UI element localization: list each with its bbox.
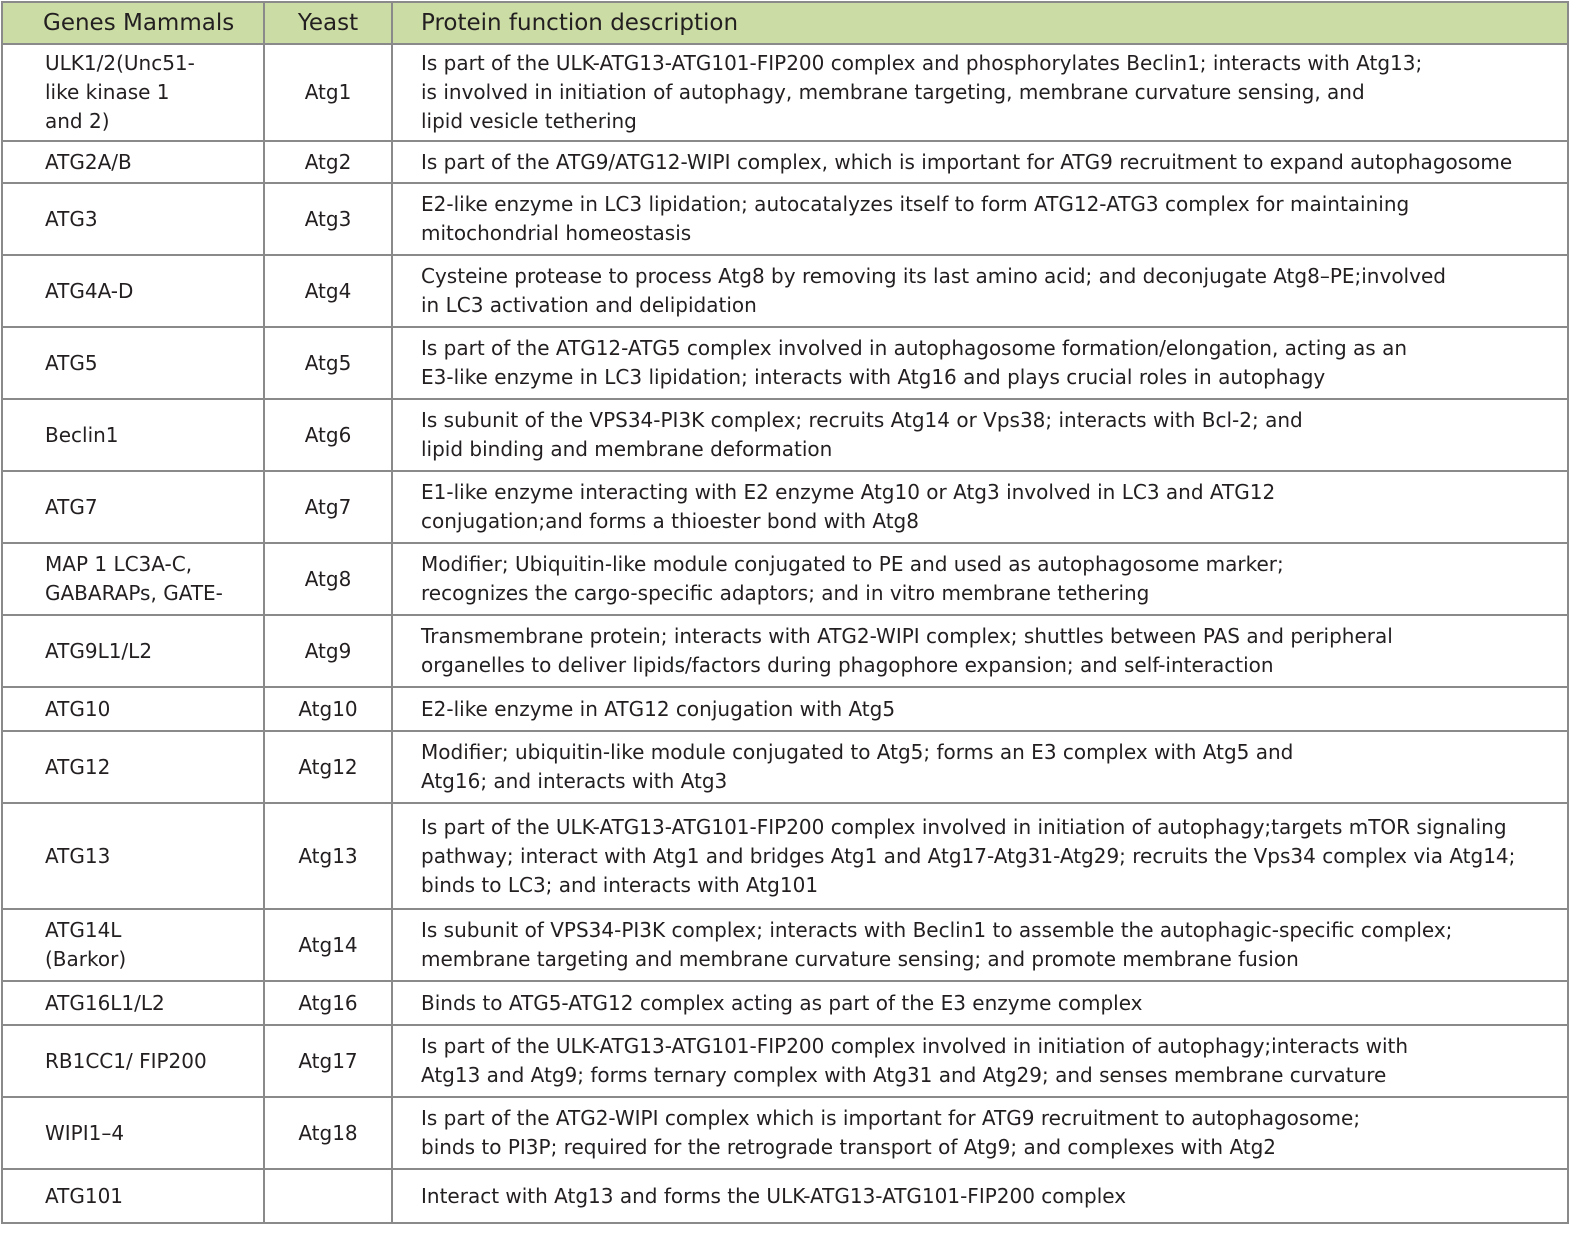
cell-yeast-gene: Atg17 (264, 1025, 392, 1097)
description-line: Cysteine protease to process Atg8 by removing its last amino acid; and deconjugate Atg8–PE;involved (421, 264, 1446, 288)
description-line: mitochondrial homeostasis (421, 221, 692, 245)
description-line: in LC3 activation and delipidation (421, 293, 757, 317)
mammal-gene-line: ATG12 (45, 754, 111, 779)
cell-function-description (392, 615, 1568, 687)
header-protein-function: Protein function description (392, 2, 1568, 44)
cell-mammal-gene (2, 44, 264, 141)
cell-yeast-gene: Atg5 (264, 327, 392, 399)
description-line: E2-like enzyme in ATG12 conjugation with Atg5 (421, 696, 896, 721)
table-row (2, 255, 1568, 327)
description-line: conjugation;and forms a thioester bond with Atg8 (421, 509, 919, 533)
mammal-gene-line: ATG4A-D (45, 278, 134, 303)
cell-yeast-gene: Atg6 (264, 399, 392, 471)
cell-yeast-gene: Atg3 (264, 183, 392, 255)
cell-yeast-gene: Atg18 (264, 1097, 392, 1169)
description-line: is involved in initiation of autophagy, membrane targeting, membrane curvature sensing, and (421, 80, 1365, 104)
description-line: lipid binding and membrane deformation (421, 437, 833, 461)
cell-function-description (392, 327, 1568, 399)
table-row (2, 44, 1568, 141)
table-row (2, 327, 1568, 399)
description-line: Is subunit of VPS34-PI3K complex; interacts with Beclin1 to assemble the autophagic-specific complex; (421, 918, 1453, 942)
cell-yeast-gene: Atg4 (264, 255, 392, 327)
description-line: Is part of the ULK-ATG13-ATG101-FIP200 complex involved in initiation of autophagy;targets mTOR signaling (421, 814, 1507, 839)
cell-mammal-gene (2, 803, 264, 909)
cell-yeast-gene: Atg7 (264, 471, 392, 543)
cell-mammal-gene (2, 981, 264, 1025)
description-line: organelles to deliver lipids/factors during phagophore expansion; and self-interaction (421, 653, 1274, 677)
cell-mammal-gene (2, 687, 264, 731)
cell-yeast-gene: Atg16 (264, 981, 392, 1025)
cell-function-description (392, 255, 1568, 327)
cell-yeast-gene: Atg10 (264, 687, 392, 731)
mammal-gene-line: ULK1/2(Unc51- (45, 51, 195, 75)
description-line: Binds to ATG5-ATG12 complex acting as part of the E3 enzyme complex (421, 990, 1143, 1015)
cell-yeast-gene: Atg14 (264, 909, 392, 981)
cell-yeast-gene: Atg12 (264, 731, 392, 803)
mammal-gene-line: RB1CC1/ FIP200 (45, 1048, 207, 1073)
description-line: recognizes the cargo-specific adaptors; and in vitro membrane tethering (421, 581, 1150, 605)
cell-function-description (392, 399, 1568, 471)
description-line: pathway; interact with Atg1 and bridges Atg1 and Atg17-Atg31-Atg29; recruits the Vps34 complex via Atg14; (421, 843, 1516, 868)
cell-mammal-gene (2, 909, 264, 981)
table-row (2, 141, 1568, 183)
description-line: Is part of the ATG9/ATG12-WIPI complex, which is important for ATG9 recruitment to expand autophagosome (421, 149, 1513, 174)
mammal-gene-line: and 2) (45, 109, 110, 133)
description-line: Interact with Atg13 and forms the ULK-ATG13-ATG101-FIP200 complex (421, 1183, 1127, 1208)
mammal-gene-line: MAP 1 LC3A-C, (45, 552, 193, 576)
cell-mammal-gene (2, 543, 264, 615)
cell-function-description (392, 981, 1568, 1025)
description-line: binds to PI3P; required for the retrograde transport of Atg9; and complexes with Atg2 (421, 1135, 1277, 1159)
description-line: Transmembrane protein; interacts with ATG2-WIPI complex; shuttles between PAS and peripheral (421, 624, 1393, 648)
cell-mammal-gene (2, 471, 264, 543)
cell-yeast-gene: Atg13 (264, 803, 392, 909)
description-line: Is part of the ULK-ATG13-ATG101-FIP200 complex involved in initiation of autophagy;interacts with (421, 1034, 1409, 1058)
table-row (2, 543, 1568, 615)
table-body (2, 44, 1568, 1223)
table-row (2, 909, 1568, 981)
table-row (2, 981, 1568, 1025)
cell-function-description (392, 687, 1568, 731)
cell-yeast-gene: Atg8 (264, 543, 392, 615)
mammal-gene-line: WIPI1–4 (45, 1120, 125, 1145)
cell-mammal-gene (2, 1025, 264, 1097)
cell-function-description (392, 471, 1568, 543)
mammal-gene-line: Beclin1 (45, 422, 119, 447)
header-row (2, 2, 1568, 44)
mammal-gene-line: ATG14L (45, 918, 122, 942)
mammal-gene-line: ATG13 (45, 843, 111, 868)
description-line: E1-like enzyme interacting with E2 enzyme Atg10 or Atg3 involved in LC3 and ATG12 (421, 480, 1276, 504)
cell-mammal-gene (2, 183, 264, 255)
table-row (2, 471, 1568, 543)
mammal-gene-line: ATG101 (45, 1183, 124, 1208)
mammal-gene-line: ATG7 (45, 494, 98, 519)
mammal-gene-line: (Barkor) (45, 947, 127, 971)
description-line: Modifier; Ubiquitin-like module conjugated to PE and used as autophagosome marker; (421, 552, 1284, 576)
mammal-gene-line: ATG10 (45, 696, 111, 721)
cell-yeast-gene: Atg2 (264, 141, 392, 183)
mammal-gene-line: GABARAPs, GATE- (45, 581, 223, 605)
cell-mammal-gene (2, 327, 264, 399)
description-line: E3-like enzyme in LC3 lipidation; interacts with Atg16 and plays crucial roles in autophagy (421, 365, 1326, 389)
cell-yeast-gene (264, 1169, 392, 1223)
cell-function-description (392, 141, 1568, 183)
mammal-gene-line: like kinase 1 (45, 80, 170, 104)
description-line: Modifier; ubiquitin-like module conjugated to Atg5; forms an E3 complex with Atg5 and (421, 740, 1294, 764)
description-line: lipid vesicle tethering (421, 109, 637, 133)
cell-yeast-gene: Atg1 (264, 44, 392, 141)
description-line: binds to LC3; and interacts with Atg101 (421, 872, 819, 897)
cell-mammal-gene (2, 1097, 264, 1169)
description-line: E2-like enzyme in LC3 lipidation; autocatalyzes itself to form ATG12-ATG3 complex for maintaining (421, 192, 1410, 216)
cell-yeast-gene: Atg9 (264, 615, 392, 687)
cell-mammal-gene (2, 255, 264, 327)
table-row (2, 1169, 1568, 1223)
table-row (2, 803, 1568, 909)
cell-function-description (392, 731, 1568, 803)
description-line: Is part of the ATG12-ATG5 complex involved in autophagosome formation/elongation, acting as an (421, 336, 1408, 360)
mammal-gene-line: ATG16L1/L2 (45, 990, 165, 1015)
cell-function-description (392, 1169, 1568, 1223)
table-row (2, 1097, 1568, 1169)
description-line: Atg13 and Atg9; forms ternary complex with Atg31 and Atg29; and senses membrane curvature (421, 1063, 1387, 1087)
cell-mammal-gene (2, 399, 264, 471)
table-row (2, 687, 1568, 731)
cell-function-description (392, 183, 1568, 255)
description-line: Is subunit of the VPS34-PI3K complex; recruits Atg14 or Vps38; interacts with Bcl-2; and (421, 408, 1303, 432)
cell-function-description (392, 543, 1568, 615)
cell-function-description (392, 1097, 1568, 1169)
cell-function-description (392, 44, 1568, 141)
mammal-gene-line: ATG3 (45, 206, 98, 231)
table-row (2, 615, 1568, 687)
header-genes-mammals: Genes Mammals (2, 2, 264, 44)
cell-mammal-gene (2, 731, 264, 803)
cell-function-description (392, 1025, 1568, 1097)
cell-function-description (392, 803, 1568, 909)
cell-mammal-gene (2, 141, 264, 183)
cell-mammal-gene (2, 615, 264, 687)
mammal-gene-line: ATG5 (45, 350, 98, 375)
table-row (2, 183, 1568, 255)
description-line: membrane targeting and membrane curvature sensing; and promote membrane fusion (421, 947, 1299, 971)
table-row (2, 399, 1568, 471)
mammal-gene-line: ATG9L1/L2 (45, 638, 153, 663)
mammal-gene-line: ATG2A/B (45, 149, 132, 174)
description-line: Is part of the ULK-ATG13-ATG101-FIP200 complex and phosphorylates Beclin1; interacts with Atg13; (421, 51, 1423, 75)
description-line: Is part of the ATG2-WIPI complex which is important for ATG9 recruitment to autophagosome; (421, 1106, 1361, 1130)
cell-mammal-gene (2, 1169, 264, 1223)
cell-function-description (392, 909, 1568, 981)
header-yeast: Yeast (264, 2, 392, 44)
table-row (2, 731, 1568, 803)
table-row (2, 1025, 1568, 1097)
description-line: Atg16; and interacts with Atg3 (421, 769, 728, 793)
autophagy-genes-table (1, 1, 1569, 1224)
